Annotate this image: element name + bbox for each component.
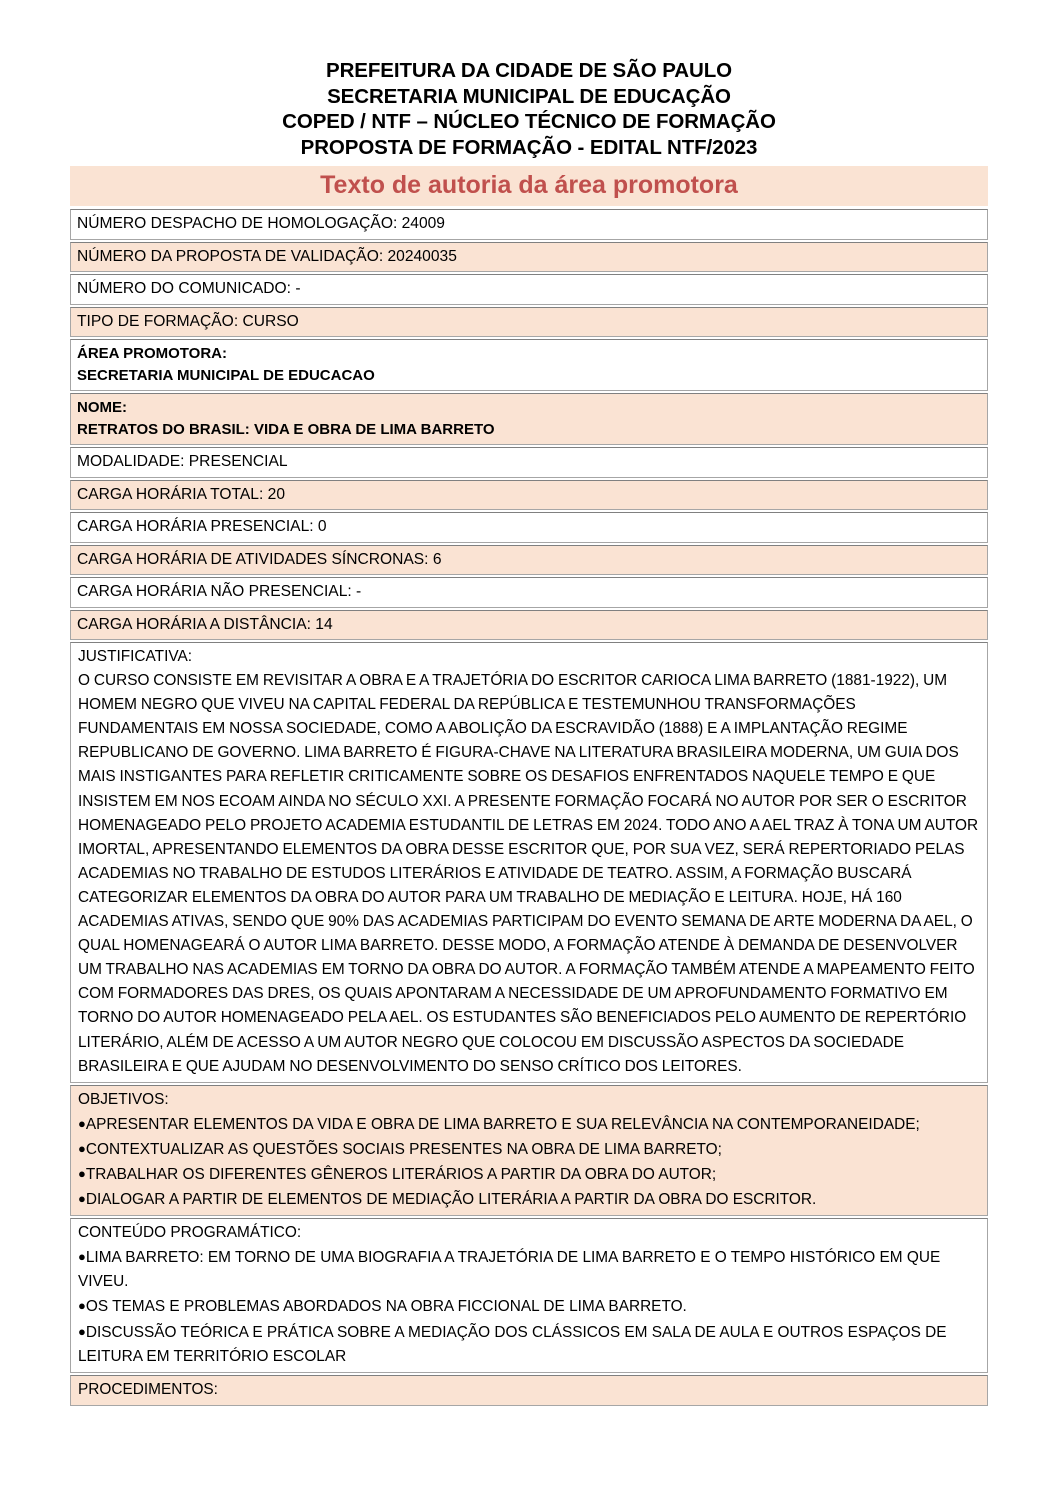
conteudo-item-text: OS TEMAS E PROBLEMAS ABORDADOS NA OBRA FICCIONAL DE LIMA BARRETO. bbox=[85, 1298, 687, 1316]
objetivos-item bbox=[78, 1112, 979, 1137]
conteudo-item bbox=[78, 1245, 979, 1294]
objetivos-item bbox=[78, 1162, 979, 1187]
objetivos-item-text: DIALOGAR A PARTIR DE ELEMENTOS DE MEDIAÇÃO LITERÁRIA A PARTIR DA OBRA DO ESCRITOR. bbox=[85, 1191, 817, 1209]
conteudo-programatico-label: CONTEÚDO PROGRAMÁTICO: bbox=[78, 1224, 302, 1242]
nome-value: RETRATOS DO BRASIL: VIDA E OBRA DE LIMA BARRETO bbox=[77, 420, 495, 438]
nome-label: NOME: bbox=[77, 399, 127, 416]
document-header bbox=[0, 0, 1058, 160]
area-promotora-value: SECRETARIA MUNICIPAL DE EDUCACAO bbox=[77, 366, 375, 384]
objetivos-item-text: CONTEXTUALIZAR AS QUESTÕES SOCIAIS PRESENTES NA OBRA DE LIMA BARRETO; bbox=[85, 1140, 722, 1158]
row-carga-horaria-presencial bbox=[70, 512, 988, 543]
row-objetivos bbox=[70, 1085, 988, 1216]
carga-horaria-sincronas-value: CARGA HORÁRIA DE ATIVIDADES SÍNCRONAS: 6 bbox=[77, 550, 442, 568]
justificativa-label: JUSTIFICATIVA: bbox=[78, 648, 193, 665]
row-nome bbox=[70, 393, 988, 445]
carga-horaria-distancia-value: CARGA HORÁRIA A DISTÂNCIA: 14 bbox=[77, 615, 333, 633]
objetivos-label: OBJETIVOS: bbox=[78, 1090, 169, 1108]
header-line-3: COPED / NTF – NÚCLEO TÉCNICO DE FORMAÇÃO bbox=[282, 110, 776, 133]
bullet-icon: ● bbox=[78, 1191, 86, 1207]
procedimentos-label: PROCEDIMENTOS: bbox=[78, 1380, 218, 1398]
header-line-2: SECRETARIA MUNICIPAL DE EDUCAÇÃO bbox=[327, 84, 731, 108]
conteudo-item-text: DISCUSSÃO TEÓRICA E PRÁTICA SOBRE A MEDIAÇÃO DOS CLÁSSICOS EM SALA DE AULA E OUTROS ESPAÇOS DE LEITURA EM TERRITÓRIO ESCOLAR bbox=[78, 1323, 947, 1365]
proposal-table bbox=[70, 209, 988, 1406]
section-banner bbox=[70, 166, 988, 206]
carga-horaria-presencial-value: CARGA HORÁRIA PRESENCIAL: 0 bbox=[77, 518, 327, 535]
justificativa-text: O CURSO CONSISTE EM REVISITAR A OBRA E A TRAJETÓRIA DO ESCRITOR CARIOCA LIMA BARRETO (1881-1922), UM HOMEM NEGRO QUE VIVEU NA CAPITAL FEDERAL DA REPÚBLICA E TESTEMUNHOU TRANSFORMAÇÕES FUNDAMENTAIS EM NOSSA SOCIEDADE, COMO A ABOLIÇÃO DA ESCRAVIDÃO (1888) E A IMPLANTAÇÃO REGIME REPUBLICANO DE GOVERNO. LIMA BARRETO É FIGURA-CHAVE NA LITERATURA BRASILEIRA MODERNA, UM GUIA DOS MAIS INSTIGANTES PARA REFLETIR CRITICAMENTE SOBRE OS DESAFIOS ENFRENTADOS NAQUELE TEMPO E QUE INSISTEM EM NOS ECOAM AINDA NO SÉCULO XXI. A PRESENTE FORMAÇÃO FOCARÁ NO AUTOR POR SER O ESCRITOR HOMENAGEADO PELO PROJETO ACADEMIA ESTUDANTIL DE LETRAS EM 2024. TODO ANO A AEL TRAZ À TONA UM AUTOR IMORTAL, APRESENTANDO ELEMENTOS DA OBRA DESSE ESCRITOR QUE, POR SUA VEZ, SERÁ REPERTORIADO PELAS ACADEMIAS NO TRABALHO DE ESTUDOS LITERÁRIOS E ATIVIDADE DE TEATRO. ASSIM, A FORMAÇÃO BUSCARÁ CATEGORIZAR ELEMENTOS DA OBRA DO AUTOR PARA UM TRABALHO DE MEDIAÇÃO E LEITURA. HOJE, HÁ 160 ACADEMIAS ATIVAS, SENDO QUE 90% DAS ACADEMIAS PARTICIPAM DO EVENTO SEMANA DE ARTE MODERNA DA AEL, O QUAL HOMENAGEARÁ O AUTOR LIMA BARRETO. DESSE MODO, A FORMAÇÃO ATENDE À DEMANDA DE DESENVOLVER UM TRABALHO NAS ACADEMIAS EM TORNO DA OBRA DO AUTOR. A FORMAÇÃO TAMBÉM ATENDE A MAPEAMENTO FEITO COM FORMADORES DAS DRES, OS QUAIS APONTARAM A NECESSIDADE DE UM APROFUNDAMENTO FORMATIVO EM TORNO DO AUTOR HOMENAGEADO PELA AEL. OS ESTUDANTES SÃO BENEFICIADOS PELO AUMENTO DE REPERTÓRIO LITERÁRIO, ALÉM DE ACESSO A UM AUTOR NEGRO QUE COLOCOU EM DISCUSSÃO ASPECTOS DA SOCIEDADE BRASILEIRA E QUE AJUDAM NO DESENVOLVIMENTO DO SENSO CRÍTICO DOS LEITORES. bbox=[78, 672, 979, 1075]
row-carga-horaria-sincronas bbox=[70, 545, 988, 576]
carga-horaria-nao-presencial-value: CARGA HORÁRIA NÃO PRESENCIAL: - bbox=[77, 583, 362, 600]
row-despacho-homologacao bbox=[70, 209, 988, 240]
bullet-icon: ● bbox=[78, 1165, 86, 1181]
header-line-4: PROPOSTA DE FORMAÇÃO - EDITAL NTF/2023 bbox=[300, 135, 758, 159]
area-promotora-label: ÁREA PROMOTORA: bbox=[77, 345, 227, 362]
objetivos-item bbox=[78, 1187, 979, 1212]
row-comunicado bbox=[70, 274, 988, 305]
bullet-icon: ● bbox=[78, 1140, 86, 1156]
carga-horaria-total-value: CARGA HORÁRIA TOTAL: 20 bbox=[77, 485, 285, 503]
bullet-icon: ● bbox=[78, 1249, 86, 1265]
despacho-homologacao-value: NÚMERO DESPACHO DE HOMOLOGAÇÃO: 24009 bbox=[77, 215, 445, 232]
proposta-validacao-value: NÚMERO DA PROPOSTA DE VALIDAÇÃO: 20240035 bbox=[77, 247, 457, 265]
row-carga-horaria-nao-presencial bbox=[70, 577, 988, 608]
objetivos-item bbox=[78, 1137, 979, 1162]
bullet-icon: ● bbox=[78, 1115, 86, 1131]
objetivos-item-text: TRABALHAR OS DIFERENTES GÊNEROS LITERÁRIOS A PARTIR DA OBRA DO AUTOR; bbox=[85, 1165, 717, 1183]
conteudo-item bbox=[78, 1294, 979, 1319]
row-carga-horaria-total bbox=[70, 480, 988, 511]
row-justificativa bbox=[70, 642, 988, 1083]
objetivos-item-text: APRESENTAR ELEMENTOS DA VIDA E OBRA DE LIMA BARRETO E SUA RELEVÂNCIA NA CONTEMPORANEIDADE; bbox=[85, 1115, 920, 1133]
bullet-icon: ● bbox=[78, 1323, 86, 1339]
row-carga-horaria-distancia bbox=[70, 610, 988, 641]
comunicado-value: NÚMERO DO COMUNICADO: - bbox=[77, 280, 301, 297]
row-procedimentos bbox=[70, 1375, 988, 1406]
row-modalidade bbox=[70, 447, 988, 478]
tipo-formacao-value: TIPO DE FORMAÇÃO: CURSO bbox=[77, 312, 299, 330]
bullet-icon: ● bbox=[78, 1298, 86, 1314]
conteudo-item bbox=[78, 1320, 979, 1369]
row-conteudo-programatico bbox=[70, 1218, 988, 1373]
conteudo-item-text: LIMA BARRETO: EM TORNO DE UMA BIOGRAFIA A TRAJETÓRIA DE LIMA BARRETO E O TEMPO HISTÓRICO EM QUE VIVEU. bbox=[78, 1249, 941, 1291]
row-area-promotora bbox=[70, 339, 988, 391]
row-proposta-validacao bbox=[70, 242, 988, 273]
row-tipo-formacao bbox=[70, 307, 988, 338]
modalidade-value: MODALIDADE: PRESENCIAL bbox=[77, 453, 288, 470]
header-line-1: PREFEITURA DA CIDADE DE SÃO PAULO bbox=[326, 59, 732, 82]
banner-title: Texto de autoria da área promotora bbox=[320, 171, 738, 199]
